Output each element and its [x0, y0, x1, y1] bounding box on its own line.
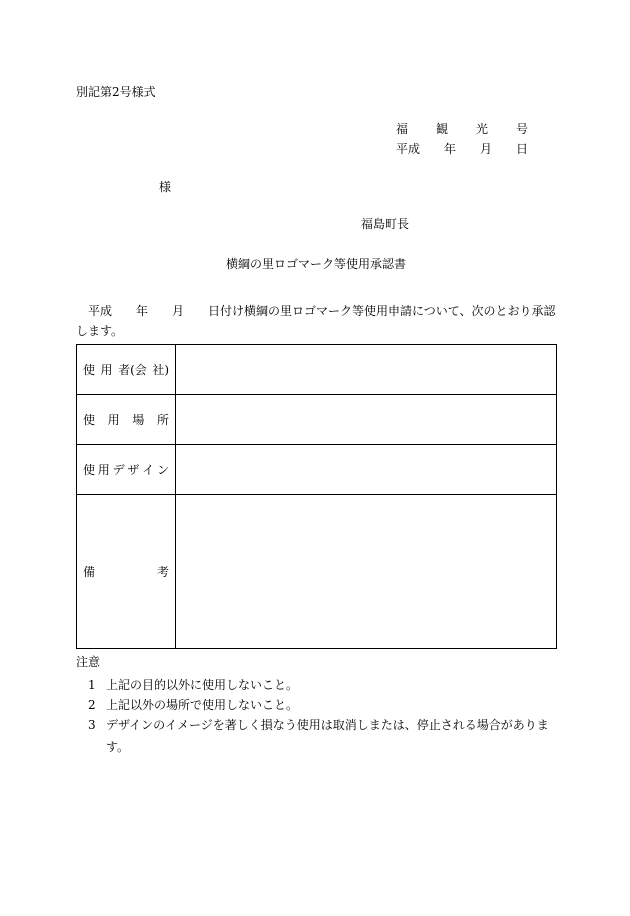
- date-day-label: 日: [515, 142, 528, 156]
- label-char: ザ: [127, 463, 140, 477]
- note-number: 3: [88, 718, 96, 732]
- label-char: 使: [83, 413, 96, 427]
- row-label-place: [77, 395, 176, 445]
- table-row: [77, 395, 557, 445]
- label-char: 用: [97, 463, 110, 477]
- note-text: 上記の目的以外に使用しないこと。: [106, 678, 299, 692]
- form-number: 別記第2号様式: [76, 85, 156, 99]
- reference-number: [396, 122, 528, 136]
- row-value-place[interactable]: [176, 395, 557, 445]
- row-value-user[interactable]: [176, 345, 557, 395]
- reference-number-part: 福: [396, 122, 409, 136]
- row-label-design: [77, 445, 176, 495]
- row-label-remarks: [77, 495, 176, 649]
- label-char: 者(会: [118, 363, 147, 377]
- note-text: 上記以外の場所で使用しないこと。: [106, 698, 299, 712]
- row-value-remarks[interactable]: [176, 495, 557, 649]
- date-month-label: 月: [479, 142, 492, 156]
- table-row: [77, 495, 557, 649]
- label-char: 場: [132, 413, 145, 427]
- reference-number-part: 観: [435, 122, 448, 136]
- label-char: イ: [142, 463, 155, 477]
- table-row: [77, 445, 557, 495]
- row-label-user: [77, 345, 176, 395]
- note-number: 2: [88, 698, 96, 712]
- body-paragraph: 平成 年 月 日付け横綱の里ロゴマーク等使用申請について、次のとおり承認します。: [76, 304, 556, 338]
- note-item: [88, 674, 556, 696]
- row-value-design[interactable]: [176, 445, 557, 495]
- label-char: 用: [100, 363, 113, 377]
- table-row: [77, 345, 557, 395]
- label-char: ン: [156, 463, 169, 477]
- date-year-label: 年: [443, 142, 456, 156]
- label-char: 備: [83, 565, 96, 579]
- label-char: 使: [83, 363, 96, 377]
- label-char: 使: [83, 463, 96, 477]
- notes-title: 注意: [76, 655, 101, 669]
- document-title: 横綱の里ロゴマーク等使用承認書: [226, 257, 407, 271]
- note-number: 1: [88, 678, 96, 692]
- label-char: 社): [152, 363, 169, 377]
- date-line: [396, 142, 528, 156]
- label-char: 考: [156, 565, 169, 579]
- note-item: [88, 714, 556, 758]
- note-item: [88, 694, 556, 716]
- note-text: デザインのイメージを著しく損なう使用は取消しまたは、停止される場合があります。: [106, 718, 549, 754]
- reference-number-part: 号: [515, 122, 528, 136]
- label-char: デ: [112, 463, 125, 477]
- label-char: 所: [156, 413, 169, 427]
- addressee-suffix: 様: [159, 180, 172, 194]
- approval-table: [76, 344, 557, 649]
- date-era: 平成: [396, 142, 421, 156]
- reference-number-part: 光: [475, 122, 488, 136]
- issuer: 福島町長: [361, 217, 410, 231]
- label-char: 用: [107, 413, 120, 427]
